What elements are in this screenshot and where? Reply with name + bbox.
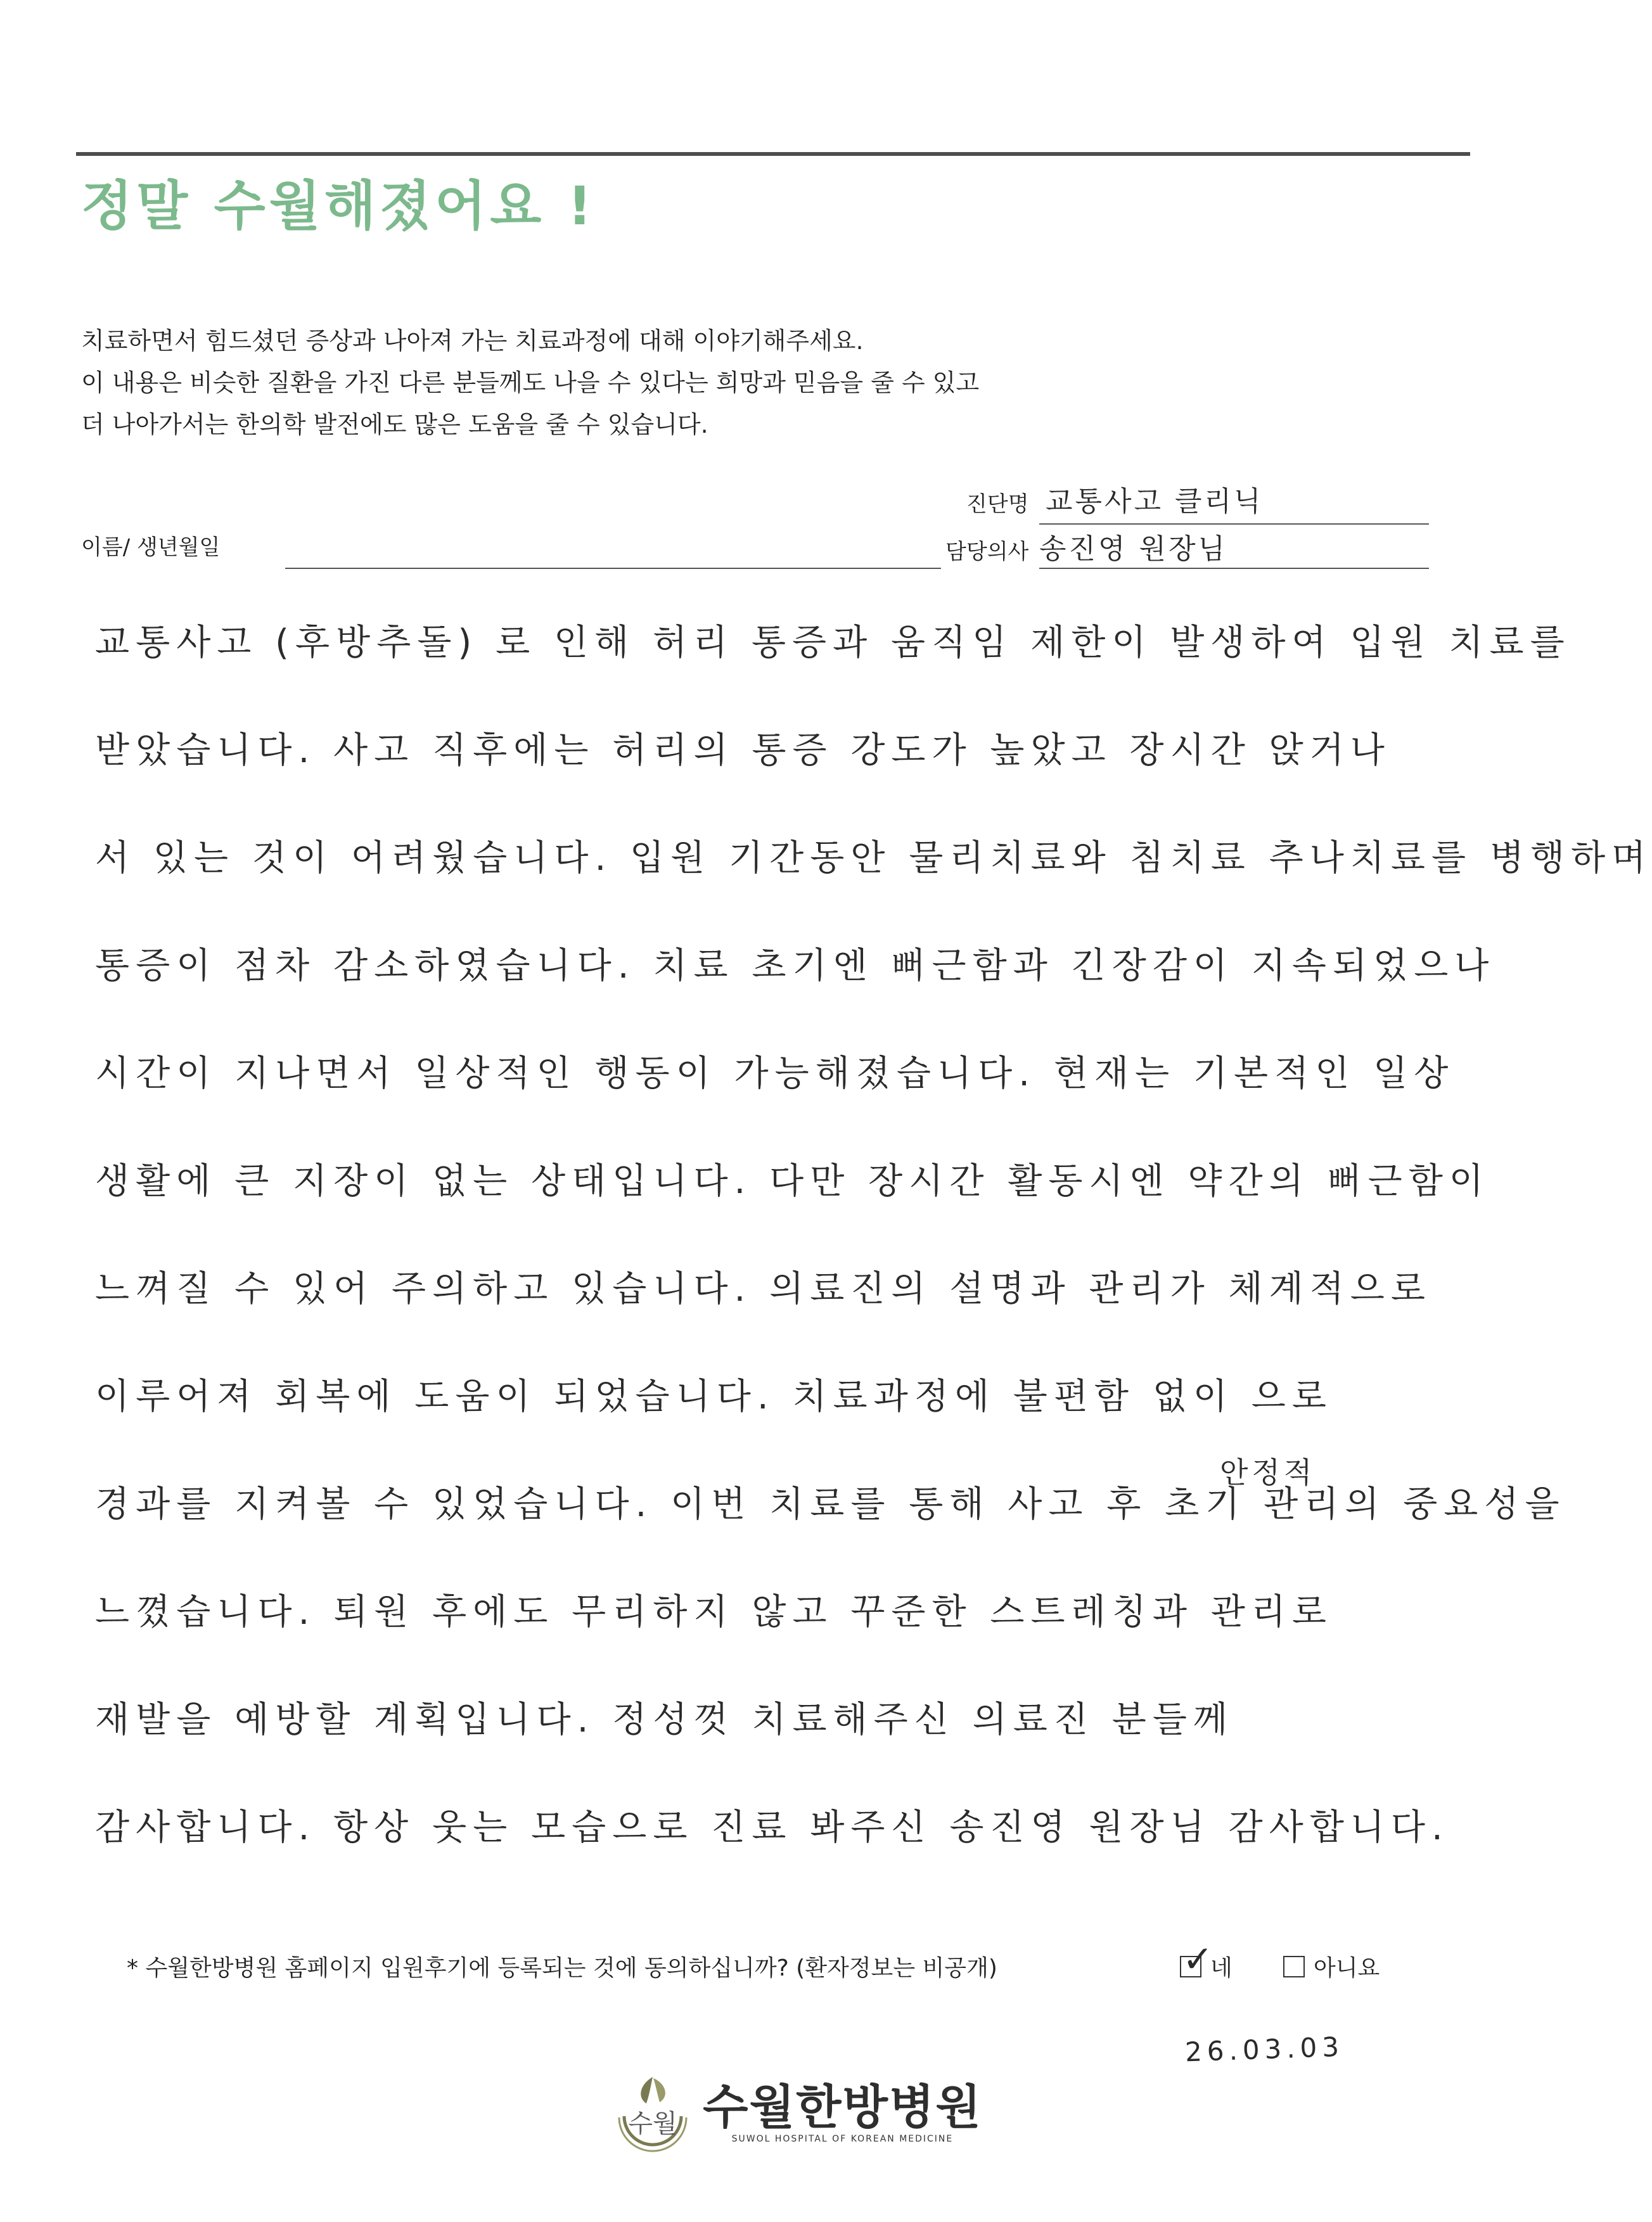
- review-insertion: 안정적: [1220, 1455, 1316, 1490]
- diagnosis-underline: [1039, 523, 1429, 525]
- review-line: 교통사고 (후방추돌) 로 인해 허리 통증과 움직임 제한이 발생하여 입원 치료를: [95, 622, 1571, 663]
- consent-question: * 수월한방병원 홈페이지 입원후기에 등록되는 것에 동의하십니까? (환자정보는 비공개): [127, 1955, 997, 1981]
- doctor-value[interactable]: 송진영 원장님: [1039, 533, 1228, 565]
- hospital-name: 수월한방병원: [703, 2080, 982, 2135]
- review-line: 받았습니다. 사고 직후에는 허리의 통증 강도가 높았고 장시간 앉거나: [95, 730, 1391, 771]
- review-line: 경과를 지켜볼 수 있었습니다. 이번 치료를 통해 사고 후 초기 관리의 중요성을: [95, 1484, 1566, 1525]
- review-line: 서 있는 것이 어려웠습니다. 입원 기간동안 물리치료와 침치료 추나치료를 병행하며: [95, 838, 1652, 879]
- name-label: 이름/ 생년월일: [81, 535, 221, 560]
- consent-no-checkbox[interactable]: [1283, 1956, 1305, 1977]
- intro-line: 치료하면서 힘드셨던 증상과 나아져 가는 치료과정에 대해 이야기해주세요.: [81, 327, 864, 355]
- doctor-underline: [1039, 568, 1429, 569]
- logo-mark-text: 수월: [628, 2109, 677, 2138]
- review-line: 이루어져 회복에 도움이 되었습니다. 치료과정에 불편함 없이 으로: [95, 1376, 1333, 1417]
- consent-yes-label: 네: [1210, 1955, 1233, 1981]
- hospital-logo: [611, 2072, 982, 2154]
- intro-text: [81, 320, 979, 445]
- top-rule: [76, 152, 1470, 156]
- intro-line: 이 내용은 비슷한 질환을 가진 다른 분들께도 나을 수 있다는 희망과 믿음을 줄 수 있고: [81, 369, 980, 397]
- review-line: 느꼈습니다. 퇴원 후에도 무리하지 않고 꾸준한 스트레칭과 관리로: [95, 1592, 1333, 1633]
- intro-line: 더 나아가서는 한의학 발전에도 많은 도움을 줄 수 있습니다.: [81, 411, 708, 438]
- checkmark-icon: ✓: [1182, 1937, 1213, 1981]
- page-title: 정말 수월해졌어요 !: [81, 175, 596, 237]
- signature-date: 26.03.03: [1184, 2031, 1345, 2068]
- consent-yes-checkbox[interactable]: [1180, 1937, 1213, 1981]
- diagnosis-value[interactable]: 교통사고 클리닉: [1046, 485, 1264, 518]
- review-line: 감사합니다. 항상 웃는 모습으로 진료 봐주신 송진영 원장님 감사합니다.: [95, 1807, 1449, 1848]
- review-line: 생활에 큰 지장이 없는 상태입니다. 다만 장시간 활동시엔 약간의 뻐근함이: [95, 1161, 1490, 1202]
- consent-no-label: 아니요: [1314, 1955, 1380, 1981]
- consent-yes-option[interactable]: [1180, 1937, 1233, 1983]
- consent-no-option[interactable]: [1283, 1950, 1380, 1983]
- name-underline: [285, 568, 941, 569]
- review-line: 통증이 점차 감소하였습니다. 치료 초기엔 뻐근함과 긴장감이 지속되었으나: [95, 945, 1495, 986]
- leaf-logo-icon: [611, 2072, 694, 2154]
- review-line: 느껴질 수 있어 주의하고 있습니다. 의료진의 설명과 관리가 체계적으로: [95, 1268, 1431, 1310]
- review-line: 시간이 지나면서 일상적인 행동이 가능해졌습니다. 현재는 기본적인 일상: [95, 1053, 1455, 1094]
- review-line: 재발을 예방할 계획입니다. 정성껏 치료해주신 의료진 분들께: [95, 1699, 1234, 1740]
- review-text[interactable]: [95, 611, 1652, 1904]
- doctor-label: 담당의사: [945, 539, 1029, 565]
- diagnosis-label: 진단명: [966, 492, 1029, 517]
- hospital-name-en: SUWOL HOSPITAL OF KOREAN MEDICINE: [731, 2133, 954, 2144]
